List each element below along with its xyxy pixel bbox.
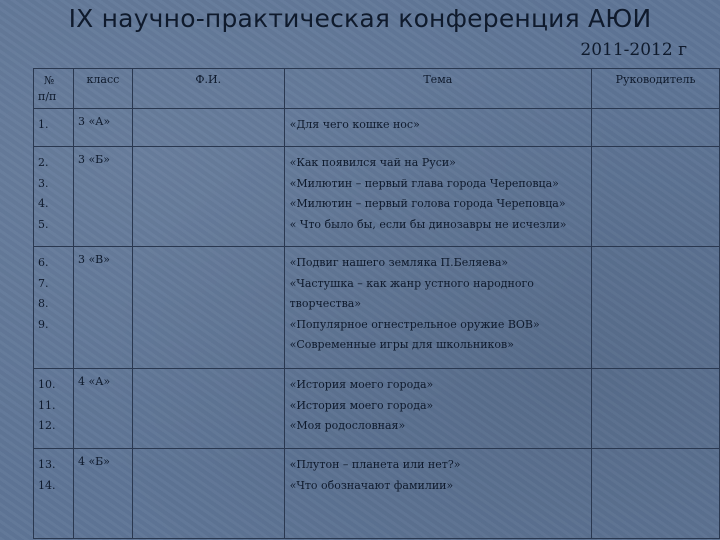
row-number: 1. (38, 118, 49, 131)
cell-topic (284, 247, 591, 369)
table-header-row (34, 69, 720, 109)
cell-topic (284, 449, 591, 539)
cell-topic (284, 147, 591, 247)
cell-supervisor (592, 247, 720, 369)
row-number: 12. (38, 419, 56, 432)
header-topic: Тема (284, 69, 591, 109)
cell-supervisor (592, 449, 720, 539)
cell-class: 3 «В» (73, 247, 132, 369)
topic-line: «Как появился чай на Руси» (289, 156, 456, 169)
row-number: 10. (38, 378, 56, 391)
cell-num (34, 369, 74, 449)
cell-class: 4 «А» (73, 369, 132, 449)
cell-name (132, 147, 284, 247)
topic-line: «Плутон – планета или нет?» (289, 458, 461, 471)
header-supervisor: Руководитель (592, 69, 720, 109)
topic-line: «Моя родословная» (289, 419, 406, 432)
topic-line: «История моего города» (289, 378, 434, 391)
cell-num (34, 449, 74, 539)
cell-num (34, 147, 74, 247)
conference-table (33, 68, 720, 539)
table-row (34, 449, 720, 539)
header-num-bottom: п/п (38, 90, 57, 103)
table-row (34, 247, 720, 369)
cell-num (34, 109, 74, 147)
table-row (34, 109, 720, 147)
topic-line: «Популярное огнестрельное оружие ВОВ» (289, 317, 540, 331)
row-number: 2. (38, 156, 49, 169)
table-row (34, 147, 720, 247)
header-name: Ф.И. (132, 69, 284, 109)
row-number: 13. (38, 458, 56, 471)
topic-line: «История моего города» (289, 398, 434, 412)
row-number: 11. (38, 398, 56, 412)
cell-class: 3 «А» (73, 109, 132, 147)
table-row (34, 369, 720, 449)
page-title: IX научно-практическая конференция АЮИ (68, 4, 652, 33)
cell-class: 3 «Б» (73, 147, 132, 247)
cell-supervisor (592, 369, 720, 449)
topic-line: «Подвиг нашего земляка П.Беляева» (289, 256, 509, 269)
school-year: 2011-2012 г (580, 40, 687, 60)
header-class: класс (73, 69, 132, 109)
topic-line: « Что было бы, если бы динозавры не исчезли» (289, 217, 567, 231)
header-num-top: № (44, 74, 55, 87)
cell-supervisor (592, 147, 720, 247)
header-num (34, 69, 74, 109)
row-number: 3. (38, 176, 49, 190)
topic-line: «Для чего кошке нос» (289, 118, 420, 131)
cell-topic (284, 109, 591, 147)
cell-num (34, 247, 74, 369)
topic-line: «Частушка – как жанр устного народного (289, 276, 534, 290)
cell-class: 4 «Б» (73, 449, 132, 539)
row-number: 8. (38, 297, 49, 310)
row-number: 4. (38, 197, 49, 210)
topic-line: «Современные игры для школьников» (289, 338, 514, 351)
cell-topic (284, 369, 591, 449)
cell-name (132, 109, 284, 147)
topic-line: «Милютин – первый голова города Череповца» (289, 197, 566, 210)
row-number: 7. (38, 276, 49, 290)
topic-line: «Милютин – первый глава города Череповца» (289, 176, 559, 190)
cell-supervisor (592, 109, 720, 147)
row-number: 6. (38, 256, 49, 269)
topic-line: «Что обозначают фамилии» (289, 478, 454, 492)
row-number: 5. (38, 217, 49, 231)
topic-line: творчества» (289, 297, 362, 310)
row-number: 14. (38, 478, 56, 492)
row-number: 9. (38, 317, 49, 331)
cell-name (132, 369, 284, 449)
cell-name (132, 449, 284, 539)
cell-name (132, 247, 284, 369)
